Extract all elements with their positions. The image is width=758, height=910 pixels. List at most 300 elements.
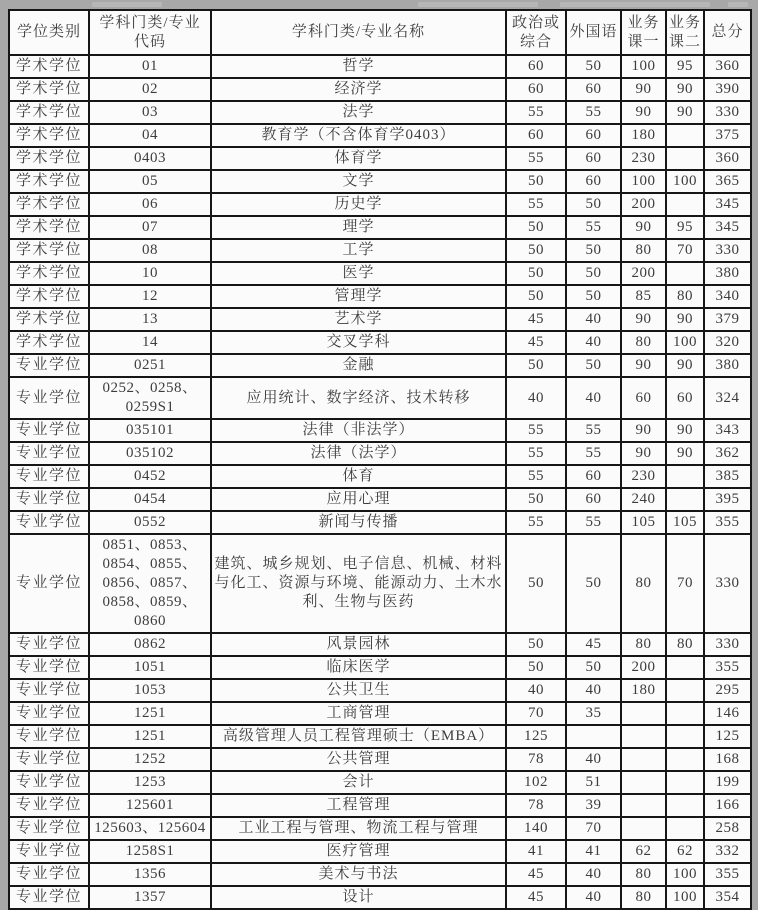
table-row <box>9 771 751 794</box>
cell-foreign-language-score: 50 <box>566 534 621 633</box>
cell-course-one-score: 90 <box>621 419 666 442</box>
cell-subject-name: 工程管理 <box>211 794 506 817</box>
cell-subject-name: 理学 <box>211 216 506 239</box>
cell-total-score: 258 <box>704 817 751 840</box>
cell-course-one-score: 90 <box>621 101 666 124</box>
cell-total-score: 360 <box>704 55 751 78</box>
cell-subject-code: 1251 <box>89 702 211 725</box>
cell-subject-name: 临床医学 <box>211 656 506 679</box>
cell-foreign-language-score: 40 <box>566 331 621 354</box>
cell-course-one-score: 100 <box>621 170 666 193</box>
cell-subject-code: 05 <box>89 170 211 193</box>
cell-total-score: 343 <box>704 419 751 442</box>
cell-degree-type: 专业学位 <box>9 633 89 656</box>
cell-total-score: 345 <box>704 193 751 216</box>
cell-foreign-language-score: 55 <box>566 419 621 442</box>
cell-total-score: 199 <box>704 771 751 794</box>
cell-course-two-score <box>666 817 704 840</box>
cell-course-two-score <box>666 262 704 285</box>
cell-degree-type: 专业学位 <box>9 725 89 748</box>
cell-subject-name: 公共管理 <box>211 748 506 771</box>
cell-course-one-score: 80 <box>621 633 666 656</box>
cell-foreign-language-score: 55 <box>566 101 621 124</box>
cell-subject-code: 035101 <box>89 419 211 442</box>
table-row <box>9 748 751 771</box>
table-row <box>9 511 751 534</box>
cell-course-one-score <box>621 702 666 725</box>
cell-course-one-score: 90 <box>621 216 666 239</box>
cell-subject-code: 035102 <box>89 442 211 465</box>
cell-course-two-score: 90 <box>666 419 704 442</box>
cell-subject-name: 建筑、城乡规划、电子信息、机械、材料与化工、资源与环境、能源动力、土木水利、生物与医药 <box>211 534 506 633</box>
column-header-code: 学科门类/专业代码 <box>89 10 211 55</box>
cell-course-two-score: 100 <box>666 170 704 193</box>
cell-foreign-language-score: 50 <box>566 262 621 285</box>
cell-degree-type: 专业学位 <box>9 702 89 725</box>
cell-course-one-score: 105 <box>621 511 666 534</box>
cell-course-one-score: 90 <box>621 308 666 331</box>
cell-total-score: 324 <box>704 377 751 419</box>
scan-artifact <box>728 2 748 7</box>
cell-subject-code: 0851、0853、0854、0855、0856、0857、0858、0859、0860 <box>89 534 211 633</box>
cell-course-two-score: 90 <box>666 354 704 377</box>
table-row <box>9 147 751 170</box>
cell-degree-type: 专业学位 <box>9 377 89 419</box>
cell-total-score: 354 <box>704 886 751 909</box>
cell-subject-code: 07 <box>89 216 211 239</box>
table-row <box>9 55 751 78</box>
cell-politics-score: 55 <box>506 511 566 534</box>
table-row <box>9 377 751 419</box>
table-row <box>9 863 751 886</box>
cell-course-two-score <box>666 193 704 216</box>
cell-subject-code: 0403 <box>89 147 211 170</box>
cell-politics-score: 45 <box>506 331 566 354</box>
table-row <box>9 442 751 465</box>
cell-foreign-language-score: 51 <box>566 771 621 794</box>
cell-politics-score: 50 <box>506 354 566 377</box>
cell-course-one-score: 200 <box>621 262 666 285</box>
cell-degree-type: 专业学位 <box>9 534 89 633</box>
cell-course-two-score: 60 <box>666 377 704 419</box>
column-header-politics: 政治或综合 <box>506 10 566 55</box>
cell-course-one-score: 180 <box>621 124 666 147</box>
column-header-degree: 学位类别 <box>9 10 89 55</box>
cell-course-two-score: 100 <box>666 886 704 909</box>
cell-course-one-score: 85 <box>621 285 666 308</box>
cell-course-two-score <box>666 679 704 702</box>
cell-foreign-language-score: 55 <box>566 511 621 534</box>
cell-course-two-score <box>666 702 704 725</box>
cell-course-one-score: 90 <box>621 78 666 101</box>
cell-subject-name: 应用统计、数字经济、技术转移 <box>211 377 506 419</box>
cell-subject-code: 12 <box>89 285 211 308</box>
cell-course-one-score: 60 <box>621 377 666 419</box>
cell-course-two-score <box>666 656 704 679</box>
cell-course-one-score: 80 <box>621 863 666 886</box>
cell-course-two-score: 90 <box>666 308 704 331</box>
cell-subject-name: 医学 <box>211 262 506 285</box>
cell-subject-code: 1357 <box>89 886 211 909</box>
table-row <box>9 124 751 147</box>
header-row <box>9 10 751 55</box>
table-row <box>9 886 751 909</box>
cell-subject-code: 0452 <box>89 465 211 488</box>
cell-degree-type: 学术学位 <box>9 193 89 216</box>
cell-politics-score: 50 <box>506 262 566 285</box>
cell-politics-score: 50 <box>506 656 566 679</box>
cell-politics-score: 55 <box>506 147 566 170</box>
cell-course-two-score: 100 <box>666 863 704 886</box>
cell-foreign-language-score: 60 <box>566 465 621 488</box>
cell-course-two-score: 100 <box>666 331 704 354</box>
cell-subject-code: 03 <box>89 101 211 124</box>
cell-foreign-language-score: 40 <box>566 377 621 419</box>
cell-politics-score: 45 <box>506 863 566 886</box>
cell-politics-score: 50 <box>506 239 566 262</box>
cell-foreign-language-score: 60 <box>566 124 621 147</box>
cell-politics-score: 50 <box>506 170 566 193</box>
cell-foreign-language-score: 50 <box>566 354 621 377</box>
cell-course-one-score: 62 <box>621 840 666 863</box>
cell-course-one-score: 240 <box>621 488 666 511</box>
cell-subject-name: 教育学（不含体育学0403） <box>211 124 506 147</box>
cell-foreign-language-score: 40 <box>566 308 621 331</box>
cell-subject-code: 1251 <box>89 725 211 748</box>
cell-degree-type: 专业学位 <box>9 748 89 771</box>
cell-course-one-score: 200 <box>621 656 666 679</box>
cell-subject-name: 公共卫生 <box>211 679 506 702</box>
cell-subject-code: 0454 <box>89 488 211 511</box>
cell-foreign-language-score: 50 <box>566 239 621 262</box>
cell-degree-type: 专业学位 <box>9 419 89 442</box>
cell-subject-code: 01 <box>89 55 211 78</box>
cell-total-score: 355 <box>704 511 751 534</box>
cell-subject-code: 04 <box>89 124 211 147</box>
cell-subject-code: 0252、0258、0259S1 <box>89 377 211 419</box>
cell-foreign-language-score: 35 <box>566 702 621 725</box>
cell-politics-score: 40 <box>506 679 566 702</box>
cell-total-score: 330 <box>704 633 751 656</box>
cell-politics-score: 55 <box>506 465 566 488</box>
cell-course-one-score <box>621 748 666 771</box>
table-row <box>9 725 751 748</box>
cell-total-score: 375 <box>704 124 751 147</box>
cell-degree-type: 学术学位 <box>9 147 89 170</box>
cell-degree-type: 学术学位 <box>9 308 89 331</box>
cell-total-score: 365 <box>704 170 751 193</box>
cell-course-two-score: 95 <box>666 55 704 78</box>
cell-total-score: 355 <box>704 656 751 679</box>
cell-course-two-score <box>666 771 704 794</box>
cell-total-score: 390 <box>704 78 751 101</box>
cell-subject-name: 法律（非法学） <box>211 419 506 442</box>
column-header-foreign: 外国语 <box>566 10 621 55</box>
cell-degree-type: 专业学位 <box>9 511 89 534</box>
cell-subject-code: 125603、125604 <box>89 817 211 840</box>
cell-degree-type: 学术学位 <box>9 170 89 193</box>
cell-politics-score: 50 <box>506 216 566 239</box>
cell-foreign-language-score: 39 <box>566 794 621 817</box>
cell-politics-score: 55 <box>506 442 566 465</box>
table-row <box>9 193 751 216</box>
cell-foreign-language-score: 60 <box>566 147 621 170</box>
cell-total-score: 166 <box>704 794 751 817</box>
cell-course-one-score: 80 <box>621 886 666 909</box>
cell-subject-code: 13 <box>89 308 211 331</box>
cell-subject-name: 美术与书法 <box>211 863 506 886</box>
cell-subject-name: 体育 <box>211 465 506 488</box>
cell-subject-name: 风景园林 <box>211 633 506 656</box>
table-row <box>9 794 751 817</box>
cell-degree-type: 学术学位 <box>9 285 89 308</box>
cell-subject-name: 工学 <box>211 239 506 262</box>
cell-politics-score: 50 <box>506 633 566 656</box>
cell-course-one-score: 90 <box>621 354 666 377</box>
column-header-total: 总分 <box>704 10 751 55</box>
cell-foreign-language-score: 70 <box>566 817 621 840</box>
cell-course-two-score: 105 <box>666 511 704 534</box>
cell-total-score: 362 <box>704 442 751 465</box>
cell-degree-type: 学术学位 <box>9 331 89 354</box>
table-row <box>9 239 751 262</box>
cell-subject-code: 0552 <box>89 511 211 534</box>
cell-foreign-language-score: 50 <box>566 193 621 216</box>
column-header-course2: 业务课二 <box>666 10 704 55</box>
cell-degree-type: 专业学位 <box>9 863 89 886</box>
cell-subject-code: 1253 <box>89 771 211 794</box>
cell-subject-code: 0862 <box>89 633 211 656</box>
table-row <box>9 534 751 633</box>
cell-foreign-language-score: 50 <box>566 55 621 78</box>
cell-course-two-score <box>666 725 704 748</box>
cell-subject-name: 高级管理人员工程管理硕士（EMBA） <box>211 725 506 748</box>
cell-course-two-score <box>666 147 704 170</box>
cell-subject-name: 设计 <box>211 886 506 909</box>
cell-degree-type: 专业学位 <box>9 679 89 702</box>
cell-subject-name: 体育学 <box>211 147 506 170</box>
cell-course-two-score <box>666 124 704 147</box>
table-row <box>9 170 751 193</box>
table-row <box>9 702 751 725</box>
table-row <box>9 633 751 656</box>
cell-course-two-score: 90 <box>666 442 704 465</box>
cell-total-score: 355 <box>704 863 751 886</box>
cell-subject-code: 06 <box>89 193 211 216</box>
cell-foreign-language-score: 40 <box>566 748 621 771</box>
cell-politics-score: 55 <box>506 419 566 442</box>
cell-politics-score: 60 <box>506 78 566 101</box>
cell-foreign-language-score: 40 <box>566 863 621 886</box>
cell-foreign-language-score: 41 <box>566 840 621 863</box>
table-row <box>9 656 751 679</box>
cell-subject-name: 新闻与传播 <box>211 511 506 534</box>
cell-degree-type: 专业学位 <box>9 817 89 840</box>
cell-subject-name: 哲学 <box>211 55 506 78</box>
cell-total-score: 332 <box>704 840 751 863</box>
cell-total-score: 345 <box>704 216 751 239</box>
cell-total-score: 330 <box>704 534 751 633</box>
cell-course-two-score: 70 <box>666 534 704 633</box>
table-row <box>9 817 751 840</box>
cell-subject-code: 1053 <box>89 679 211 702</box>
cell-course-one-score <box>621 771 666 794</box>
table-row <box>9 262 751 285</box>
cell-foreign-language-score: 50 <box>566 285 621 308</box>
cell-course-two-score: 62 <box>666 840 704 863</box>
column-header-name: 学科门类/专业名称 <box>211 10 506 55</box>
cell-course-two-score: 80 <box>666 285 704 308</box>
cell-politics-score: 40 <box>506 377 566 419</box>
cell-politics-score: 45 <box>506 308 566 331</box>
table-row <box>9 285 751 308</box>
cell-degree-type: 专业学位 <box>9 794 89 817</box>
cell-course-two-score <box>666 488 704 511</box>
cell-course-two-score <box>666 748 704 771</box>
cell-degree-type: 学术学位 <box>9 216 89 239</box>
cell-foreign-language-score: 40 <box>566 679 621 702</box>
cell-course-one-score: 80 <box>621 239 666 262</box>
table-row <box>9 101 751 124</box>
table-row <box>9 354 751 377</box>
cell-course-one-score: 80 <box>621 331 666 354</box>
cell-politics-score: 102 <box>506 771 566 794</box>
cell-subject-name: 法律（法学） <box>211 442 506 465</box>
table-row <box>9 419 751 442</box>
cell-course-one-score: 200 <box>621 193 666 216</box>
cell-total-score: 379 <box>704 308 751 331</box>
cell-subject-name: 会计 <box>211 771 506 794</box>
cell-degree-type: 学术学位 <box>9 239 89 262</box>
scan-artifact <box>418 2 538 7</box>
table-row <box>9 840 751 863</box>
cell-course-one-score: 180 <box>621 679 666 702</box>
cell-politics-score: 78 <box>506 794 566 817</box>
cell-total-score: 320 <box>704 331 751 354</box>
cell-course-one-score <box>621 817 666 840</box>
cell-foreign-language-score: 60 <box>566 78 621 101</box>
cell-total-score: 340 <box>704 285 751 308</box>
cell-politics-score: 55 <box>506 101 566 124</box>
cell-politics-score: 45 <box>506 886 566 909</box>
cell-total-score: 295 <box>704 679 751 702</box>
column-header-course1: 业务课一 <box>621 10 666 55</box>
cell-degree-type: 专业学位 <box>9 354 89 377</box>
cell-subject-name: 医疗管理 <box>211 840 506 863</box>
cell-subject-code: 1252 <box>89 748 211 771</box>
cell-course-one-score: 230 <box>621 465 666 488</box>
cell-course-one-score: 230 <box>621 147 666 170</box>
cell-total-score: 385 <box>704 465 751 488</box>
cell-subject-code: 1051 <box>89 656 211 679</box>
cell-subject-name: 工业工程与管理、物流工程与管理 <box>211 817 506 840</box>
cell-foreign-language-score: 60 <box>566 488 621 511</box>
cell-course-one-score: 100 <box>621 55 666 78</box>
table-row <box>9 308 751 331</box>
cell-total-score: 380 <box>704 262 751 285</box>
cell-subject-code: 0251 <box>89 354 211 377</box>
cell-subject-code: 02 <box>89 78 211 101</box>
cell-subject-name: 文学 <box>211 170 506 193</box>
cell-degree-type: 专业学位 <box>9 886 89 909</box>
cell-degree-type: 学术学位 <box>9 101 89 124</box>
cell-degree-type: 专业学位 <box>9 656 89 679</box>
cell-subject-name: 交叉学科 <box>211 331 506 354</box>
cell-subject-name: 法学 <box>211 101 506 124</box>
cell-politics-score: 125 <box>506 725 566 748</box>
cell-foreign-language-score: 60 <box>566 170 621 193</box>
cell-subject-name: 历史学 <box>211 193 506 216</box>
cell-subject-code: 08 <box>89 239 211 262</box>
cell-course-one-score <box>621 725 666 748</box>
cell-foreign-language-score: 55 <box>566 442 621 465</box>
cell-course-two-score: 70 <box>666 239 704 262</box>
cell-foreign-language-score: 45 <box>566 633 621 656</box>
scan-artifact <box>92 2 162 7</box>
cell-politics-score: 78 <box>506 748 566 771</box>
admission-score-table <box>8 9 752 910</box>
cell-course-two-score <box>666 794 704 817</box>
cell-degree-type: 专业学位 <box>9 465 89 488</box>
cell-subject-name: 艺术学 <box>211 308 506 331</box>
cell-politics-score: 60 <box>506 124 566 147</box>
cell-total-score: 330 <box>704 239 751 262</box>
cell-foreign-language-score: 55 <box>566 216 621 239</box>
cell-politics-score: 50 <box>506 488 566 511</box>
cell-course-one-score <box>621 794 666 817</box>
cell-degree-type: 学术学位 <box>9 55 89 78</box>
cell-subject-code: 125601 <box>89 794 211 817</box>
cell-politics-score: 70 <box>506 702 566 725</box>
cell-course-two-score: 90 <box>666 78 704 101</box>
cell-politics-score: 50 <box>506 534 566 633</box>
cell-subject-name: 管理学 <box>211 285 506 308</box>
cell-politics-score: 60 <box>506 55 566 78</box>
cell-total-score: 360 <box>704 147 751 170</box>
cell-politics-score: 41 <box>506 840 566 863</box>
cell-degree-type: 专业学位 <box>9 840 89 863</box>
cell-politics-score: 50 <box>506 285 566 308</box>
cell-subject-name: 经济学 <box>211 78 506 101</box>
cell-degree-type: 学术学位 <box>9 262 89 285</box>
cell-degree-type: 专业学位 <box>9 771 89 794</box>
cell-subject-code: 1258S1 <box>89 840 211 863</box>
cell-politics-score: 55 <box>506 193 566 216</box>
cell-foreign-language-score: 50 <box>566 656 621 679</box>
cell-subject-name: 应用心理 <box>211 488 506 511</box>
cell-total-score: 395 <box>704 488 751 511</box>
table-row <box>9 488 751 511</box>
cell-course-two-score: 80 <box>666 633 704 656</box>
cell-degree-type: 专业学位 <box>9 488 89 511</box>
cell-foreign-language-score <box>566 725 621 748</box>
cell-politics-score: 140 <box>506 817 566 840</box>
cell-course-two-score <box>666 465 704 488</box>
cell-total-score: 330 <box>704 101 751 124</box>
cell-total-score: 380 <box>704 354 751 377</box>
cell-total-score: 125 <box>704 725 751 748</box>
cell-course-two-score: 90 <box>666 101 704 124</box>
cell-degree-type: 学术学位 <box>9 124 89 147</box>
table-row <box>9 679 751 702</box>
scan-artifact <box>560 2 710 7</box>
table-row <box>9 331 751 354</box>
cell-subject-code: 10 <box>89 262 211 285</box>
cell-total-score: 146 <box>704 702 751 725</box>
cell-subject-name: 工商管理 <box>211 702 506 725</box>
table-row <box>9 465 751 488</box>
cell-subject-name: 金融 <box>211 354 506 377</box>
